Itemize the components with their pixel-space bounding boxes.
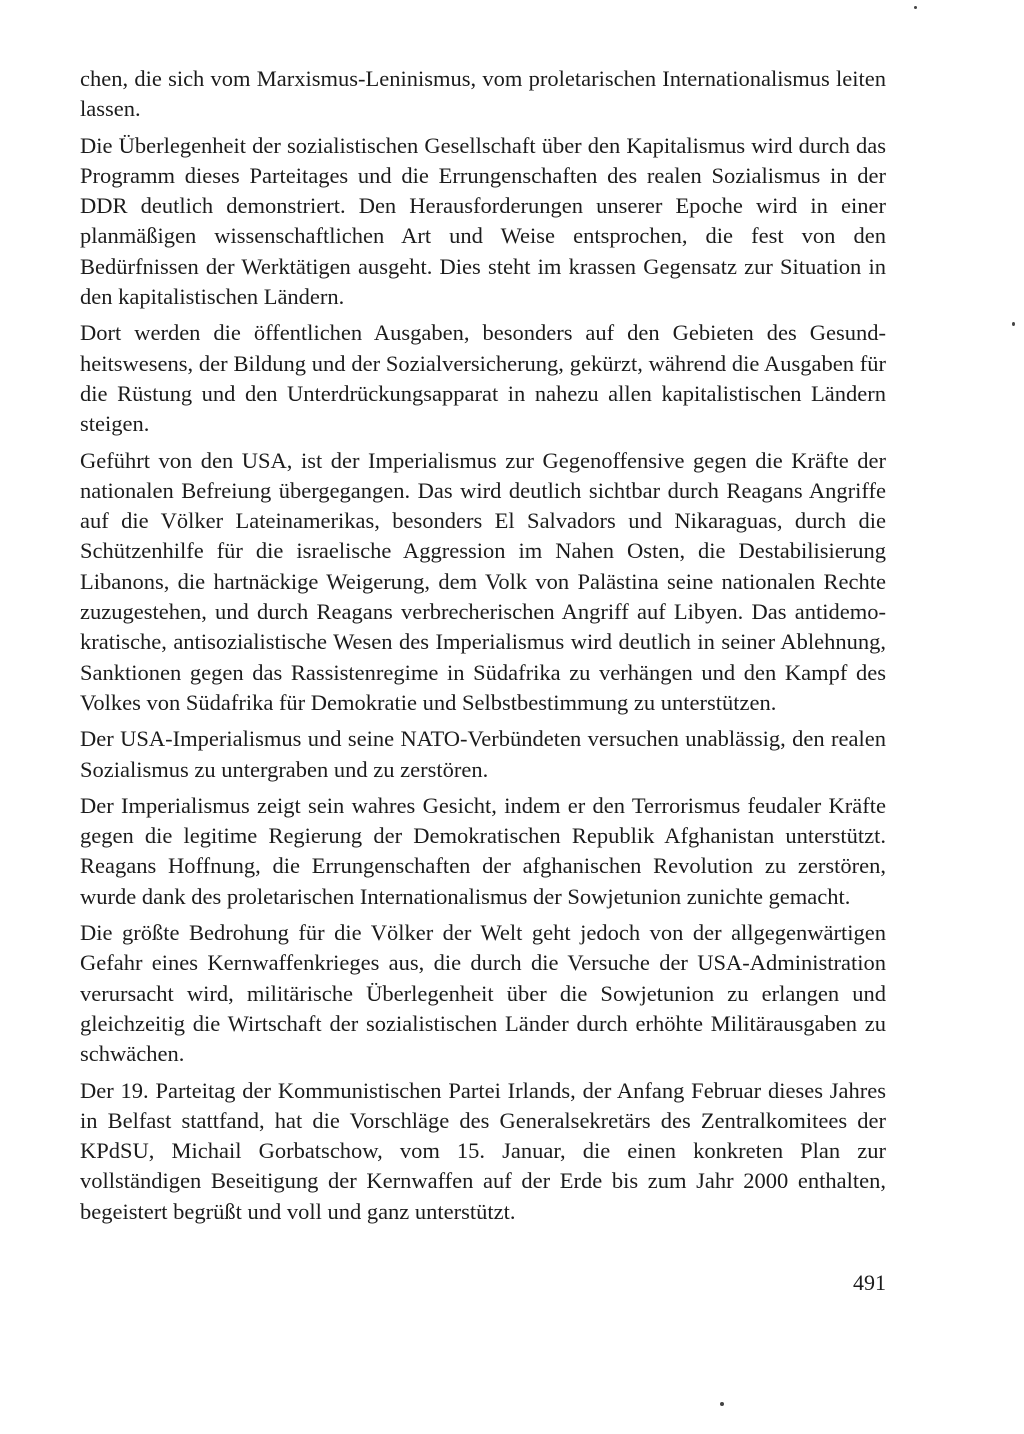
paragraph-3: Dort werden die öffentlichen Ausgaben, besonders auf den Gebieten des Gesundheitswesens, der Bildung und der Sozialversicherung, gekürzt, während die Ausgaben für die Rüstung und den Unterdrückungsapparat in nahezu allen kapitalistischen Ländern steigen. xyxy=(80,320,886,437)
paragraph-8: Der 19. Parteitag der Kommunistischen Partei Irlands, der Anfang Februar dieses Jahres in Belfast stattfand, hat die Vorschläge des Generalsekretärs des Zentralkomitees der KPdSU, Michail Gorbatschow, vom 15. Januar, die einen konkreten Plan zur vollständigen Beseitigung der Kernwaffen auf der Erde bis zum Jahr 2000 enthalten, begeistert begrüßt und voll und ganz unterstützt. xyxy=(80,1077,886,1224)
paragraph-7: Die größte Bedrohung für die Völker der Welt geht jedoch von der allgegenwärtigen Gefahr eines Kernwaffenkrieges aus, die durch die Versuche der USA-Administration verursacht wird, militärische Überlegenheit über die Sowjetunion zu erlangen und gleichzeitig die Wirtschaft der sozialistischen Länder durch erhöhte Militärausgaben zu schwächen. xyxy=(80,920,886,1067)
paragraph-2: Die Überlegenheit der sozialistischen Gesellschaft über den Kapitalismus wird durch das Programm dieses Parteitages und die Errungenschaften des realen Sozialismus in der DDR deutlich demonstriert. Den Herausforderungen unserer Epoche wird in einer planmäßigen wissenschaftlichen Art und Weise entsprochen, die fest von den Bedürfnissen der Werktätigen ausgeht. Dies steht im krassen Gegensatz zur Situation in den kapitalistischen Ländern. xyxy=(80,132,886,310)
paragraph-6: Der Imperialismus zeigt sein wahres Gesicht, indem er den Terrorismus feudaler Kräfte gegen die legitime Regierung der Demokratischen Republik Afghanistan unterstützt. Reagans Hoffnung, die Errungenschaften der afghanischen Revolution zu zerstören, wurde dank des proletarischen Internationalismus der Sowjetunion zunichte gemacht. xyxy=(80,792,886,909)
scan-speck xyxy=(1012,322,1015,326)
paragraph-1: chen, die sich vom Marxismus-Leninismus, vom proletarischen Internationalismus leiten lassen. xyxy=(80,66,886,122)
paragraph-5: Der USA-Imperialismus und seine NATO-Verbündeten versuchen unablässig, den realen Sozialismus zu untergraben und zu zerstören. xyxy=(80,726,886,782)
paragraph-4: Geführt von den USA, ist der Imperialismus zur Gegenoffensive gegen die Kräfte der nationalen Befreiung übergegangen. Das wird deutlich sichtbar durch Reagans Angriffe auf die Völker Lateinamerikas, besonders El Salvadors und Nikaraguas, durch die Schützenhilfe für die israelische Aggression im Nahen Osten, die Destabilisierung Libanons, die hartnäckige Weigerung, dem Volk von Palästina seine nationalen Rechte zuzugestehen, und durch Reagans verbrecherischen Angriff auf Libyen. Das antidemokratische, antisozialistische Wesen des Imperialismus wird deutlich in seiner Ablehnung, Sanktionen gegen das Rassistenregime in Südafrika zu verhängen und den Kampf des Volkes von Südafrika für Demokratie und Selbstbestimmung zu unterstützen. xyxy=(80,447,886,715)
page-body xyxy=(80,64,886,1233)
scan-speck xyxy=(914,6,917,9)
page-number: 491 xyxy=(853,1270,886,1295)
scan-speck xyxy=(720,1402,724,1406)
